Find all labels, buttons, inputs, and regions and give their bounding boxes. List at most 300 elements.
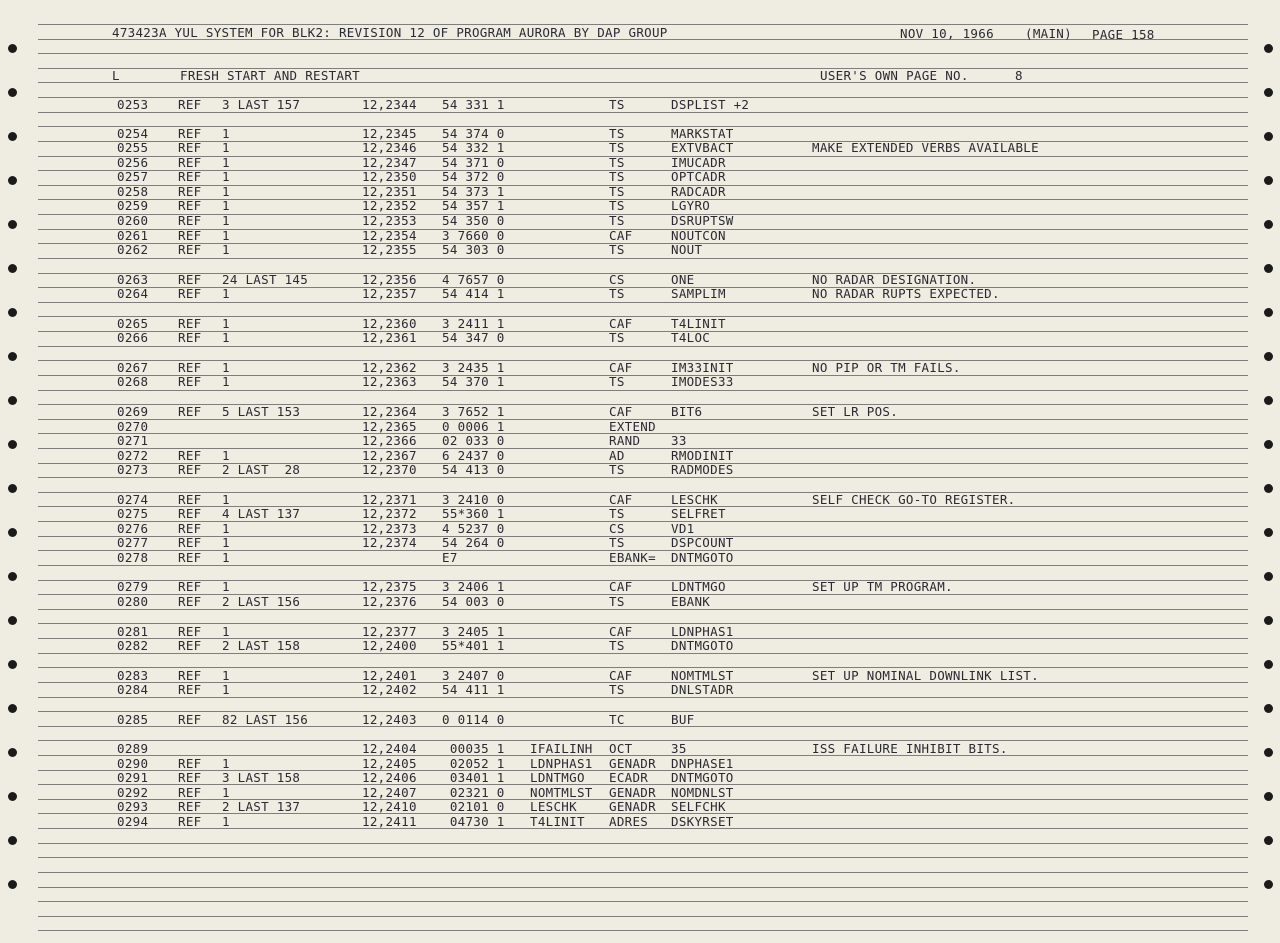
row-operand: IM33INIT — [671, 360, 734, 375]
ruled-line — [38, 711, 1248, 712]
ruled-line — [38, 156, 1248, 157]
row-op: CAF — [609, 316, 633, 331]
row-refnum: 4 LAST 137 — [222, 506, 301, 521]
row-op: EBANK= — [609, 550, 656, 565]
row-operand: BIT6 — [671, 404, 703, 419]
row-refnum: 1 — [222, 448, 230, 463]
row-op: CS — [609, 272, 625, 287]
row-addr: 12,2357 — [362, 286, 417, 301]
row-refnum: 1 — [222, 579, 230, 594]
row-addr: 12,2374 — [362, 535, 417, 550]
row-op: TS — [609, 330, 625, 345]
row-ref: REF — [178, 712, 202, 727]
row-addr: 12,2373 — [362, 521, 417, 536]
row-operand: DNPHASE1 — [671, 756, 734, 771]
row-operand: DNLSTADR — [671, 682, 734, 697]
feed-hole — [8, 880, 17, 889]
row-code: 0 0114 0 — [442, 712, 505, 727]
row-addr: 12,2344 — [362, 97, 417, 112]
row-operand: SELFCHK — [671, 799, 726, 814]
row-code: 04730 1 — [442, 814, 505, 829]
row-op: TS — [609, 155, 625, 170]
row-code: 4 5237 0 — [442, 521, 505, 536]
row-op: TS — [609, 374, 625, 389]
row-refnum: 1 — [222, 330, 230, 345]
ruled-line — [38, 521, 1248, 522]
row-code: 54 357 1 — [442, 198, 505, 213]
row-operand: LESCHK — [671, 492, 718, 507]
row-line: 0254 — [117, 126, 149, 141]
row-ref: REF — [178, 242, 202, 257]
row-refnum: 5 LAST 153 — [222, 404, 301, 419]
ruled-line — [38, 214, 1248, 215]
row-operand: DSPLIST +2 — [671, 97, 750, 112]
ruled-line — [38, 580, 1248, 581]
row-op: TS — [609, 462, 625, 477]
feed-hole — [8, 352, 17, 361]
row-code: 3 2407 0 — [442, 668, 505, 683]
row-ref: REF — [178, 374, 202, 389]
row-op: CAF — [609, 492, 633, 507]
ruled-line — [38, 243, 1248, 244]
feed-hole — [8, 44, 17, 53]
row-operand: OPTCADR — [671, 169, 726, 184]
row-ref: REF — [178, 535, 202, 550]
row-ref: REF — [178, 814, 202, 829]
row-op: GENADR — [609, 785, 656, 800]
ruled-line — [38, 843, 1248, 844]
row-code: 55*401 1 — [442, 638, 505, 653]
ruled-line — [38, 390, 1248, 391]
row-op: TS — [609, 126, 625, 141]
row-ref: REF — [178, 462, 202, 477]
row-op: AD — [609, 448, 625, 463]
row-ref: REF — [178, 638, 202, 653]
row-addr: 12,2375 — [362, 579, 417, 594]
row-ref: REF — [178, 492, 202, 507]
row-addr: 12,2364 — [362, 404, 417, 419]
row-code: 54 003 0 — [442, 594, 505, 609]
row-op: CS — [609, 521, 625, 536]
ruled-line — [38, 287, 1248, 288]
row-line: 0279 — [117, 579, 149, 594]
row-code: 3 2405 1 — [442, 624, 505, 639]
ruled-line — [38, 346, 1248, 347]
ruled-line — [38, 887, 1248, 888]
row-line: 0289 — [117, 741, 149, 756]
row-code: 54 373 1 — [442, 184, 505, 199]
row-refnum: 1 — [222, 668, 230, 683]
row-refnum: 1 — [222, 814, 230, 829]
row-ref: REF — [178, 198, 202, 213]
row-line: 0276 — [117, 521, 149, 536]
feed-hole — [8, 528, 17, 537]
row-refnum: 1 — [222, 785, 230, 800]
row-code: 02321 0 — [442, 785, 505, 800]
row-label: LDNPHAS1 — [530, 756, 593, 771]
feed-hole — [8, 132, 17, 141]
row-refnum: 1 — [222, 550, 230, 565]
ruled-line — [38, 360, 1248, 361]
ruled-line — [38, 141, 1248, 142]
row-refnum: 1 — [222, 374, 230, 389]
ruled-line — [38, 609, 1248, 610]
row-comment: SET UP TM PROGRAM. — [812, 579, 953, 594]
row-comment: NO RADAR RUPTS EXPECTED. — [812, 286, 1000, 301]
row-ref: REF — [178, 521, 202, 536]
row-ref: REF — [178, 756, 202, 771]
row-operand: LGYRO — [671, 198, 711, 213]
row-op: TS — [609, 286, 625, 301]
row-op: TS — [609, 594, 625, 609]
row-op: TS — [609, 198, 625, 213]
row-line: 0281 — [117, 624, 149, 639]
row-op: TS — [609, 638, 625, 653]
row-refnum: 1 — [222, 155, 230, 170]
row-addr: 12,2366 — [362, 433, 417, 448]
row-line: 0270 — [117, 419, 149, 434]
row-op: TC — [609, 712, 625, 727]
feed-hole — [1264, 616, 1273, 625]
row-addr: 12,2377 — [362, 624, 417, 639]
row-ref: REF — [178, 155, 202, 170]
row-refnum: 3 LAST 157 — [222, 97, 301, 112]
row-code: 54 264 0 — [442, 535, 505, 550]
feed-hole — [8, 396, 17, 405]
row-op: OCT — [609, 741, 633, 756]
row-refnum: 1 — [222, 184, 230, 199]
row-comment: MAKE EXTENDED VERBS AVAILABLE — [812, 140, 1039, 155]
row-ref: REF — [178, 682, 202, 697]
row-ref: REF — [178, 140, 202, 155]
row-line: 0261 — [117, 228, 149, 243]
row-op: GENADR — [609, 799, 656, 814]
row-line: 0278 — [117, 550, 149, 565]
ruled-line — [38, 302, 1248, 303]
feed-hole — [1264, 264, 1273, 273]
row-operand: LDNTMGO — [671, 579, 726, 594]
ruled-line — [38, 638, 1248, 639]
row-op: ADRES — [609, 814, 649, 829]
row-op: CAF — [609, 624, 633, 639]
row-line: 0256 — [117, 155, 149, 170]
row-code: 00035 1 — [442, 741, 505, 756]
ruled-line — [38, 623, 1248, 624]
row-addr: 12,2354 — [362, 228, 417, 243]
row-refnum: 2 LAST 156 — [222, 594, 301, 609]
ruled-line — [38, 331, 1248, 332]
row-refnum: 1 — [222, 213, 230, 228]
row-code: 3 2411 1 — [442, 316, 505, 331]
row-addr: 12,2371 — [362, 492, 417, 507]
row-line: 0257 — [117, 169, 149, 184]
row-line: 0253 — [117, 97, 149, 112]
row-addr: 12,2410 — [362, 799, 417, 814]
row-addr: 12,2411 — [362, 814, 417, 829]
row-code: 54 414 1 — [442, 286, 505, 301]
ruled-line — [38, 375, 1248, 376]
row-operand: IMUCADR — [671, 155, 726, 170]
row-op: CAF — [609, 228, 633, 243]
ruled-line — [38, 477, 1248, 478]
row-code: 54 374 0 — [442, 126, 505, 141]
row-line: 0264 — [117, 286, 149, 301]
row-op: TS — [609, 184, 625, 199]
ruled-line — [38, 667, 1248, 668]
row-addr: 12,2352 — [362, 198, 417, 213]
row-op: TS — [609, 97, 625, 112]
feed-hole — [8, 264, 17, 273]
user-page-number: 8 — [1015, 68, 1023, 83]
feed-hole — [8, 484, 17, 493]
row-operand: NOMDNLST — [671, 785, 734, 800]
row-addr: 12,2363 — [362, 374, 417, 389]
row-ref: REF — [178, 286, 202, 301]
row-addr: 12,2360 — [362, 316, 417, 331]
row-line: 0259 — [117, 198, 149, 213]
row-code: 4 7657 0 — [442, 272, 505, 287]
feed-hole — [1264, 792, 1273, 801]
row-op: ECADR — [609, 770, 649, 785]
ruled-line — [38, 901, 1248, 902]
row-code: 6 2437 0 — [442, 448, 505, 463]
row-operand: T4LOC — [671, 330, 711, 345]
row-addr: 12,2400 — [362, 638, 417, 653]
page-number: PAGE 158 — [1092, 27, 1155, 42]
row-line: 0255 — [117, 140, 149, 155]
row-operand: SAMPLIM — [671, 286, 726, 301]
listing-date: NOV 10, 1966 — [900, 26, 994, 41]
feed-hole — [1264, 396, 1273, 405]
feed-hole — [1264, 44, 1273, 53]
ruled-line — [38, 404, 1248, 405]
ruled-line — [38, 740, 1248, 741]
row-op: GENADR — [609, 756, 656, 771]
row-line: 0275 — [117, 506, 149, 521]
row-addr: 12,2407 — [362, 785, 417, 800]
row-refnum: 2 LAST 28 — [222, 462, 301, 477]
row-refnum: 1 — [222, 360, 230, 375]
row-ref: REF — [178, 770, 202, 785]
row-code: 54 331 1 — [442, 97, 505, 112]
row-code: 54 350 0 — [442, 213, 505, 228]
row-refnum: 1 — [222, 521, 230, 536]
row-operand: DSRUPTSW — [671, 213, 734, 228]
feed-hole — [1264, 704, 1273, 713]
feed-hole — [8, 88, 17, 97]
row-operand: ONE — [671, 272, 695, 287]
row-operand: EXTVBACT — [671, 140, 734, 155]
feed-hole — [8, 704, 17, 713]
row-ref: REF — [178, 330, 202, 345]
row-line: 0284 — [117, 682, 149, 697]
row-op: EXTEND — [609, 419, 656, 434]
row-ref: REF — [178, 316, 202, 331]
feed-hole — [8, 176, 17, 185]
row-addr: 12,2372 — [362, 506, 417, 521]
row-operand: T4LINIT — [671, 316, 726, 331]
feed-hole — [1264, 220, 1273, 229]
feed-hole — [1264, 748, 1273, 757]
ruled-line — [38, 872, 1248, 873]
row-addr: 12,2376 — [362, 594, 417, 609]
row-refnum: 2 LAST 137 — [222, 799, 301, 814]
row-ref: REF — [178, 404, 202, 419]
row-refnum: 1 — [222, 242, 230, 257]
ruled-line — [38, 199, 1248, 200]
row-operand: NOMTMLST — [671, 668, 734, 683]
feed-hole — [8, 836, 17, 845]
row-op: CAF — [609, 404, 633, 419]
row-op: TS — [609, 213, 625, 228]
feed-hole — [1264, 132, 1273, 141]
row-line: 0294 — [117, 814, 149, 829]
row-refnum: 1 — [222, 492, 230, 507]
ruled-line — [38, 726, 1248, 727]
row-code: 54 372 0 — [442, 169, 505, 184]
row-operand: NOUTCON — [671, 228, 726, 243]
feed-hole — [8, 792, 17, 801]
row-code: 54 303 0 — [442, 242, 505, 257]
row-operand: NOUT — [671, 242, 703, 257]
row-code: 3 7652 1 — [442, 404, 505, 419]
feed-hole — [1264, 484, 1273, 493]
row-addr: 12,2346 — [362, 140, 417, 155]
row-refnum: 1 — [222, 286, 230, 301]
row-line: 0277 — [117, 535, 149, 550]
row-operand: RADCADR — [671, 184, 726, 199]
row-addr: 12,2361 — [362, 330, 417, 345]
row-line: 0274 — [117, 492, 149, 507]
row-label: NOMTMLST — [530, 785, 593, 800]
user-page-label: USER'S OWN PAGE NO. — [820, 68, 969, 83]
ruled-line — [38, 97, 1248, 98]
row-line: 0267 — [117, 360, 149, 375]
row-operand: LDNPHAS1 — [671, 624, 734, 639]
row-addr: 12,2403 — [362, 712, 417, 727]
feed-hole — [1264, 836, 1273, 845]
ruled-line — [38, 316, 1248, 317]
row-refnum: 1 — [222, 316, 230, 331]
row-code: 3 7660 0 — [442, 228, 505, 243]
row-operand: RMODINIT — [671, 448, 734, 463]
row-code: 54 371 0 — [442, 155, 505, 170]
row-code: 02101 0 — [442, 799, 505, 814]
ruled-line — [38, 170, 1248, 171]
ruled-line — [38, 857, 1248, 858]
row-ref: REF — [178, 550, 202, 565]
row-label: IFAILINH — [530, 741, 593, 756]
row-refnum: 1 — [222, 228, 230, 243]
feed-hole — [8, 220, 17, 229]
ruled-line — [38, 594, 1248, 595]
ruled-line — [38, 653, 1248, 654]
row-addr: 12,2350 — [362, 169, 417, 184]
row-line: 0283 — [117, 668, 149, 683]
feed-hole — [1264, 308, 1273, 317]
row-comment: SET LR POS. — [812, 404, 899, 419]
row-refnum: 1 — [222, 535, 230, 550]
ruled-line — [38, 463, 1248, 464]
row-operand: DNTMGOTO — [671, 770, 734, 785]
feed-hole — [8, 308, 17, 317]
row-op: TS — [609, 506, 625, 521]
row-ref: REF — [178, 624, 202, 639]
ruled-line — [38, 492, 1248, 493]
row-line: 0265 — [117, 316, 149, 331]
row-ref: REF — [178, 184, 202, 199]
row-addr: 12,2405 — [362, 756, 417, 771]
row-line: 0268 — [117, 374, 149, 389]
row-line: 0269 — [117, 404, 149, 419]
row-line: 0282 — [117, 638, 149, 653]
row-addr: 12,2351 — [362, 184, 417, 199]
row-line: 0260 — [117, 213, 149, 228]
ruled-line — [38, 112, 1248, 113]
feed-hole — [8, 616, 17, 625]
row-addr: 12,2402 — [362, 682, 417, 697]
row-op: TS — [609, 140, 625, 155]
ruled-line — [38, 565, 1248, 566]
section-title: FRESH START AND RESTART — [180, 68, 360, 83]
row-addr: 12,2404 — [362, 741, 417, 756]
ruled-line — [38, 536, 1248, 537]
row-operand: DSPCOUNT — [671, 535, 734, 550]
row-ref: REF — [178, 594, 202, 609]
feed-hole — [8, 748, 17, 757]
feed-hole — [1264, 176, 1273, 185]
row-comment: SELF CHECK GO-TO REGISTER. — [812, 492, 1016, 507]
feed-hole — [8, 660, 17, 669]
listing-title: 473423A YUL SYSTEM FOR BLK2: REVISION 12 OF PROGRAM AURORA BY DAP GROUP — [112, 25, 668, 40]
row-refnum: 2 LAST 158 — [222, 638, 301, 653]
row-line: 0280 — [117, 594, 149, 609]
row-op: TS — [609, 535, 625, 550]
row-refnum: 1 — [222, 198, 230, 213]
row-op: CAF — [609, 579, 633, 594]
row-ref: REF — [178, 668, 202, 683]
feed-hole — [1264, 880, 1273, 889]
ruled-line — [38, 930, 1248, 931]
row-comment: NO RADAR DESIGNATION. — [812, 272, 977, 287]
row-label: LESCHK — [530, 799, 577, 814]
row-operand: MARKSTAT — [671, 126, 734, 141]
row-operand: 35 — [671, 741, 687, 756]
row-ref: REF — [178, 213, 202, 228]
row-refnum: 1 — [222, 624, 230, 639]
row-operand: EBANK — [671, 594, 711, 609]
row-op: RAND — [609, 433, 641, 448]
row-ref: REF — [178, 579, 202, 594]
row-ref: REF — [178, 506, 202, 521]
row-refnum: 1 — [222, 682, 230, 697]
row-code: 54 332 1 — [442, 140, 505, 155]
row-comment: SET UP NOMINAL DOWNLINK LIST. — [812, 668, 1039, 683]
row-line: 0291 — [117, 770, 149, 785]
row-line: 0272 — [117, 448, 149, 463]
section-marker: L — [112, 68, 120, 83]
row-addr: 12,2345 — [362, 126, 417, 141]
row-refnum: 1 — [222, 140, 230, 155]
row-comment: ISS FAILURE INHIBIT BITS. — [812, 741, 1008, 756]
feed-hole — [1264, 352, 1273, 361]
ruled-line — [38, 506, 1248, 507]
row-operand: BUF — [671, 712, 695, 727]
row-code: 55*360 1 — [442, 506, 505, 521]
feed-hole — [1264, 572, 1273, 581]
feed-hole — [1264, 88, 1273, 97]
row-operand: SELFRET — [671, 506, 726, 521]
